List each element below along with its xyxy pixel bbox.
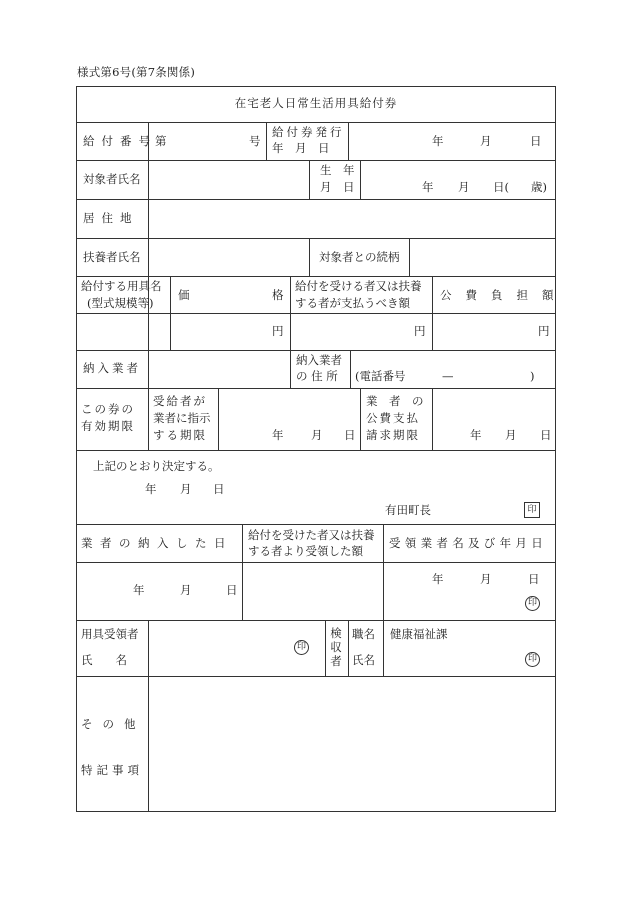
col-divider [360, 388, 361, 450]
validity-label-line1: この券の [81, 402, 135, 416]
row-divider [76, 450, 556, 451]
col-divider [360, 160, 361, 199]
phone-label: (電話番号 [355, 369, 406, 383]
delivery-month: 月 [180, 583, 192, 597]
delivery-year: 年 [133, 583, 145, 597]
validity-month: 月 [311, 428, 323, 442]
col-divider [383, 620, 384, 676]
col-divider [432, 276, 433, 350]
birth-month: 月 [458, 180, 470, 194]
claim-year: 年 [470, 428, 482, 442]
copay-label-line1: 給付を受ける者又は扶養 [295, 279, 422, 293]
validity-label-line2: 有効期限 [81, 419, 135, 433]
issue-date-label-line2: 年 月 日 [272, 141, 330, 155]
col-divider [383, 524, 384, 620]
decision-text: 上記のとおり決定する。 [93, 459, 220, 473]
col-divider [242, 524, 243, 620]
validity-day: 日 [344, 428, 356, 442]
vendor-address-label-line2: の 住 所 [296, 369, 338, 383]
claim-label-line3: 請求期限 [366, 428, 420, 442]
recipient-seal: 印 [294, 640, 309, 655]
price-label-a: 価 [178, 288, 190, 302]
recipient-label-line2: 氏 名 [81, 653, 127, 667]
department-name: 健康福祉課 [390, 627, 448, 641]
claim-label-line1: 業 者 の [366, 394, 424, 408]
vendor-receipt-day: 日 [528, 572, 540, 586]
delivery-day: 日 [226, 583, 238, 597]
issue-month: 月 [480, 134, 492, 148]
recipient-label-line1: 用具受領者 [81, 627, 139, 641]
form-title: 在宅老人日常生活用具給付券 [234, 96, 398, 110]
col-divider [409, 238, 410, 276]
other-label: その他 [81, 717, 146, 731]
vendor-receipt-label: 受領業者名及び年月日 [389, 536, 547, 550]
relation-label: 対象者との続柄 [319, 250, 400, 264]
form-number: 様式第6号(第7条関係) [77, 65, 196, 79]
supporter-name-label: 扶養者氏名 [83, 250, 141, 264]
vendor-receipt-month: 月 [480, 572, 492, 586]
col-divider [148, 122, 149, 388]
received-amount-label-line2: する者より受領した額 [248, 544, 363, 558]
item-name-label-line1: 給付する用具名 [81, 279, 162, 293]
vendor-seal: 印 [525, 596, 540, 611]
row-divider [76, 562, 556, 563]
inspector-label: 検収者 [330, 626, 342, 668]
vendor-label: 納入業者 [83, 361, 141, 375]
decision-day: 日 [213, 482, 225, 496]
col-divider [432, 388, 433, 450]
vendor-receipt-year: 年 [432, 572, 444, 586]
public-cost-label: 公費負担額 [440, 288, 568, 302]
subject-name-label: 対象者氏名 [83, 172, 141, 186]
vendor-address-label-line1: 納入業者 [296, 353, 342, 367]
col-divider [266, 122, 267, 160]
copay-label-line2: する者が支払うべき額 [295, 296, 410, 310]
col-divider [309, 238, 310, 276]
birth-age: 歳) [531, 180, 547, 194]
issue-date-label-line1: 給付券発行 [272, 125, 345, 139]
decision-month: 月 [180, 482, 192, 496]
item-name-label-line2: (型式規模等) [87, 296, 154, 310]
received-amount-label-line1: 給付を受けた者又は扶養 [248, 528, 375, 542]
delivery-date-label: 業者の納入した日 [81, 536, 233, 550]
department-seal: 印 [525, 652, 540, 667]
col-divider [218, 388, 219, 450]
col-divider [309, 160, 310, 199]
col-divider [348, 620, 349, 676]
address-label: 居住地 [83, 211, 139, 225]
mayor-label: 有田町長 [385, 503, 431, 517]
post-label: 職名 [352, 627, 375, 641]
col-divider [325, 620, 326, 676]
claim-month: 月 [505, 428, 517, 442]
col-divider [290, 276, 291, 350]
col-divider [148, 388, 149, 450]
instruction-label-line2: 業者に指示 [153, 411, 211, 425]
public-yen: 円 [538, 324, 550, 338]
validity-year: 年 [272, 428, 284, 442]
issue-year: 年 [432, 134, 444, 148]
phone-dash: — [442, 369, 454, 383]
price-yen: 円 [272, 324, 284, 338]
row-divider [76, 524, 556, 525]
col-divider [170, 276, 171, 350]
phone-close: ) [530, 369, 535, 383]
instruction-label-line3: する期限 [153, 428, 207, 442]
col-divider [290, 350, 291, 388]
claim-label-line2: 公費支払 [366, 411, 420, 425]
inspector-name-label: 氏名 [352, 653, 375, 667]
benefit-number-prefix: 第 [155, 134, 167, 148]
issue-day: 日 [530, 134, 542, 148]
col-divider [350, 350, 351, 388]
col-divider [148, 620, 149, 812]
claim-day: 日 [540, 428, 552, 442]
benefit-number-label: 給付番号 [83, 134, 157, 148]
birth-label-line1: 生 年 [320, 163, 355, 177]
birth-year: 年 [422, 180, 434, 194]
instruction-label-line1: 受給者が [153, 394, 207, 408]
birth-day: 日( [493, 180, 509, 194]
col-divider [348, 122, 349, 160]
mayor-seal: 印 [524, 502, 540, 518]
birth-label-line2: 月 日 [320, 180, 355, 194]
decision-year: 年 [145, 482, 157, 496]
remarks-label: 特記事項 [81, 763, 143, 777]
copay-yen: 円 [414, 324, 426, 338]
price-label-b: 格 [272, 288, 284, 302]
benefit-number-suffix: 号 [249, 134, 261, 148]
